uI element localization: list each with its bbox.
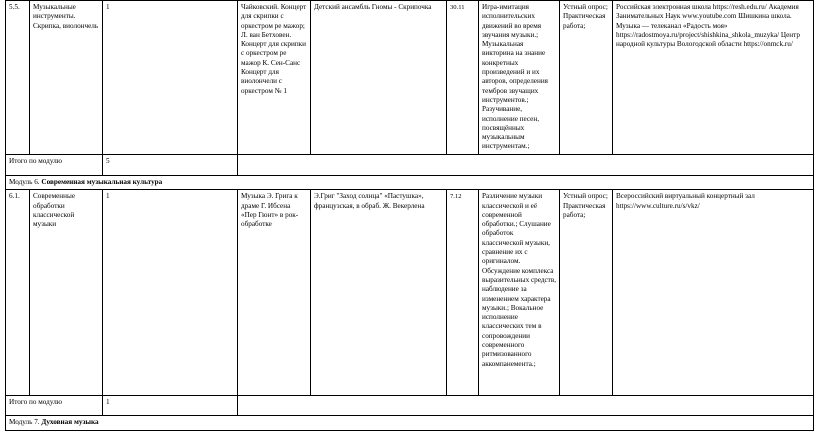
total-label: Итого по модулю (6, 155, 103, 176)
curriculum-table (5, 0, 814, 431)
singing-repertoire: Детский ансамбль Гномы - Скрипочка (311, 1, 447, 155)
control-forms: Устный опрос; Практическая работа; (560, 190, 613, 396)
digital-resources: Российская электронная школа https://resh.edu.ru/ Академия Занимательных Наук www.youtube.com Шишкина школа. Музыка — телеканал «Радость моя» https://radostmoya.ru/project/shishkina_shkola_muzyka/ Центр народной культуры Вологодской области https://onmck.ru/ (613, 1, 814, 155)
topic-name: Современные обработки классической музыки (30, 190, 103, 396)
hours: 1 (103, 190, 238, 396)
row-number: 5.5. (6, 1, 30, 155)
topic-name: Музыкальные инструменты. Скрипка, виолончель (30, 1, 103, 155)
module-header-row (6, 176, 814, 190)
singing-repertoire: Э.Григ "Заход солнца" «Пастушка», французская, в обраб. Ж. Векерлена (311, 190, 447, 396)
lesson-date: 7.12 (447, 190, 479, 396)
module-total-row (6, 155, 814, 176)
total-value: 1 (103, 396, 238, 416)
module-7-header (6, 416, 814, 430)
total-empty (238, 396, 814, 416)
table-row (6, 190, 814, 396)
total-empty (238, 155, 814, 176)
module-6-prefix: Модуль 6. (9, 178, 40, 186)
hours: 1 (103, 1, 238, 155)
module-7-title: Духовная музыка (41, 418, 99, 427)
module-total-row (6, 396, 814, 416)
row-number: 6.1. (6, 190, 30, 396)
activities: Игра-имитация исполнительских движений во время звучания музыки.; Музыкальная викторина на знание конкретных произведений и их авторов, определения тембров звучащих инструментов.; Разучивание, исполнение песен, посвящённых музыкальным инструментам.; (479, 1, 560, 155)
digital-resources: Всероссийский виртуальный концертный зал https://www.culture.ru/s/vkz/ (613, 190, 814, 396)
lesson-date: 30.11 (447, 1, 479, 155)
module-6-header (6, 176, 814, 190)
listening-repertoire: Музыка Э. Грига к драме Г. Ибсена «Пер Гюнт» в рок-обработке (238, 190, 311, 396)
table-row (6, 1, 814, 155)
listening-repertoire: Чайковский. Концерт для скрипки с оркестром ре мажор; Л. ван Бетховен. Концерт для скрипки с оркестром ре мажор К. Сен-Санс Концерт для виолончели с оркестром № 1 (238, 1, 311, 155)
total-value: 5 (103, 155, 238, 176)
module-header-row (6, 416, 814, 430)
control-forms: Устный опрос; Практическая работа; (560, 1, 613, 155)
module-6-title: Современная музыкальная культура (41, 178, 163, 186)
activities: Различение музыки классической и её современной обработки.; Слушание обработок классической музыки, сравнение их с оригиналом. Обсуждение комплекса выразительных средств, наблюдение за изменением характера музыки.; Вокальное исполнение классических тем в сопровождении современного ритмизованного аккомпанемента.; (479, 190, 560, 396)
total-label: Итого по модулю (6, 396, 103, 416)
module-7-prefix: Модуль 7. (9, 418, 40, 427)
